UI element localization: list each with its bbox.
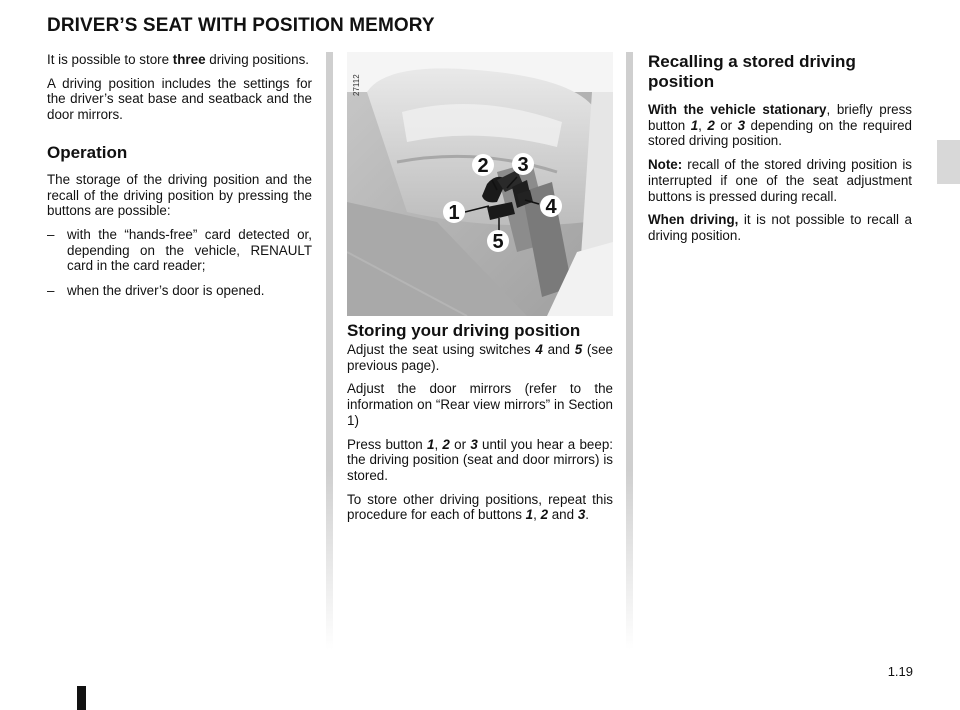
footer-bar (77, 686, 86, 710)
text: , (434, 436, 443, 452)
text: recall of the stored driving position is interrupted if one of the seat adjustment buttons is pressed during recall. (648, 157, 912, 204)
text: (see previous page). (347, 342, 613, 373)
conditions-list (47, 227, 312, 299)
list-item: – when the driver’s door is opened. (47, 283, 312, 299)
text: Press button (347, 436, 427, 452)
emphasis: 4 (535, 342, 543, 357)
emphasis: three (172, 52, 206, 67)
section-heading-operation: Operation (47, 142, 128, 162)
operation-paragraph: The storage of the driving position and the recall of the driving position by pressing the buttons are possible: (47, 171, 312, 219)
emphasis: 2 (707, 117, 715, 133)
emphasis: When driving, (648, 212, 739, 228)
text: It is possible to store (47, 52, 173, 67)
svg-text:2: 2 (477, 155, 489, 177)
text: , (533, 507, 541, 523)
storing-step-3 (347, 437, 613, 484)
storing-step-4 (347, 492, 613, 523)
text: . (585, 507, 589, 523)
emphasis: 1 (525, 507, 534, 523)
column-recalling (648, 52, 912, 252)
text: or (449, 436, 471, 452)
page-title: DRIVER’S SEAT WITH POSITION MEMORY (47, 15, 435, 36)
text: until you hear a beep: the driving position (seat and door mirrors) is stored. (347, 436, 613, 483)
list-item: – with the “hands-free” card detected or, depending on the vehicle, RENAULT card in the card reader; (47, 227, 312, 274)
text: it is not possible to recall a driving position. (648, 212, 912, 243)
definition-paragraph: A driving position includes the settings for the driver’s seat base and seatback and the door mirrors. (47, 75, 312, 123)
intro-paragraph (47, 52, 312, 68)
svg-text:4: 4 (545, 196, 557, 218)
svg-text:3: 3 (517, 154, 529, 176)
emphasis: Note: (648, 157, 683, 173)
text: , briefly press button (648, 102, 912, 133)
emphasis: 3 (577, 507, 586, 523)
seat-illustration (347, 52, 613, 316)
emphasis: 3 (470, 436, 478, 452)
emphasis: 2 (442, 436, 450, 452)
text: Adjust the seat using switches (347, 342, 536, 357)
text: and (542, 342, 575, 357)
emphasis: With the vehicle stationary (648, 102, 827, 117)
storing-step-1 (347, 342, 613, 373)
column-intro (47, 52, 312, 308)
storing-step-2: Adjust the door mirrors (refer to the information on “Rear view mirrors” in Section 1) (347, 381, 613, 428)
section-tab (937, 140, 960, 184)
emphasis: 3 (737, 117, 746, 133)
text: depending on the required stored driving position. (648, 117, 912, 149)
text: and (548, 507, 578, 523)
emphasis: 1 (690, 117, 699, 133)
text: or (714, 117, 738, 133)
seat-photo (347, 52, 613, 316)
column-divider (626, 52, 633, 650)
recall-note (648, 157, 912, 204)
section-heading-recalling: Recalling a stored driving position (648, 52, 856, 91)
figure-number: 27112 (352, 74, 361, 96)
section-heading-storing: Storing your driving position (347, 321, 581, 340)
emphasis: 5 (574, 342, 583, 357)
column-divider (326, 52, 333, 650)
column-storing (347, 52, 613, 531)
text: To store other driving positions, repeat this procedure for each of buttons (347, 491, 613, 523)
recall-paragraph-2 (648, 212, 912, 243)
page-number: 1.19 (887, 664, 913, 679)
text: driving positions. (205, 52, 309, 67)
emphasis: 2 (540, 507, 549, 523)
emphasis: 1 (426, 436, 435, 452)
svg-text:1: 1 (448, 202, 460, 224)
text: , (698, 117, 708, 133)
recall-paragraph-1 (648, 102, 912, 149)
svg-text:5: 5 (492, 231, 504, 253)
